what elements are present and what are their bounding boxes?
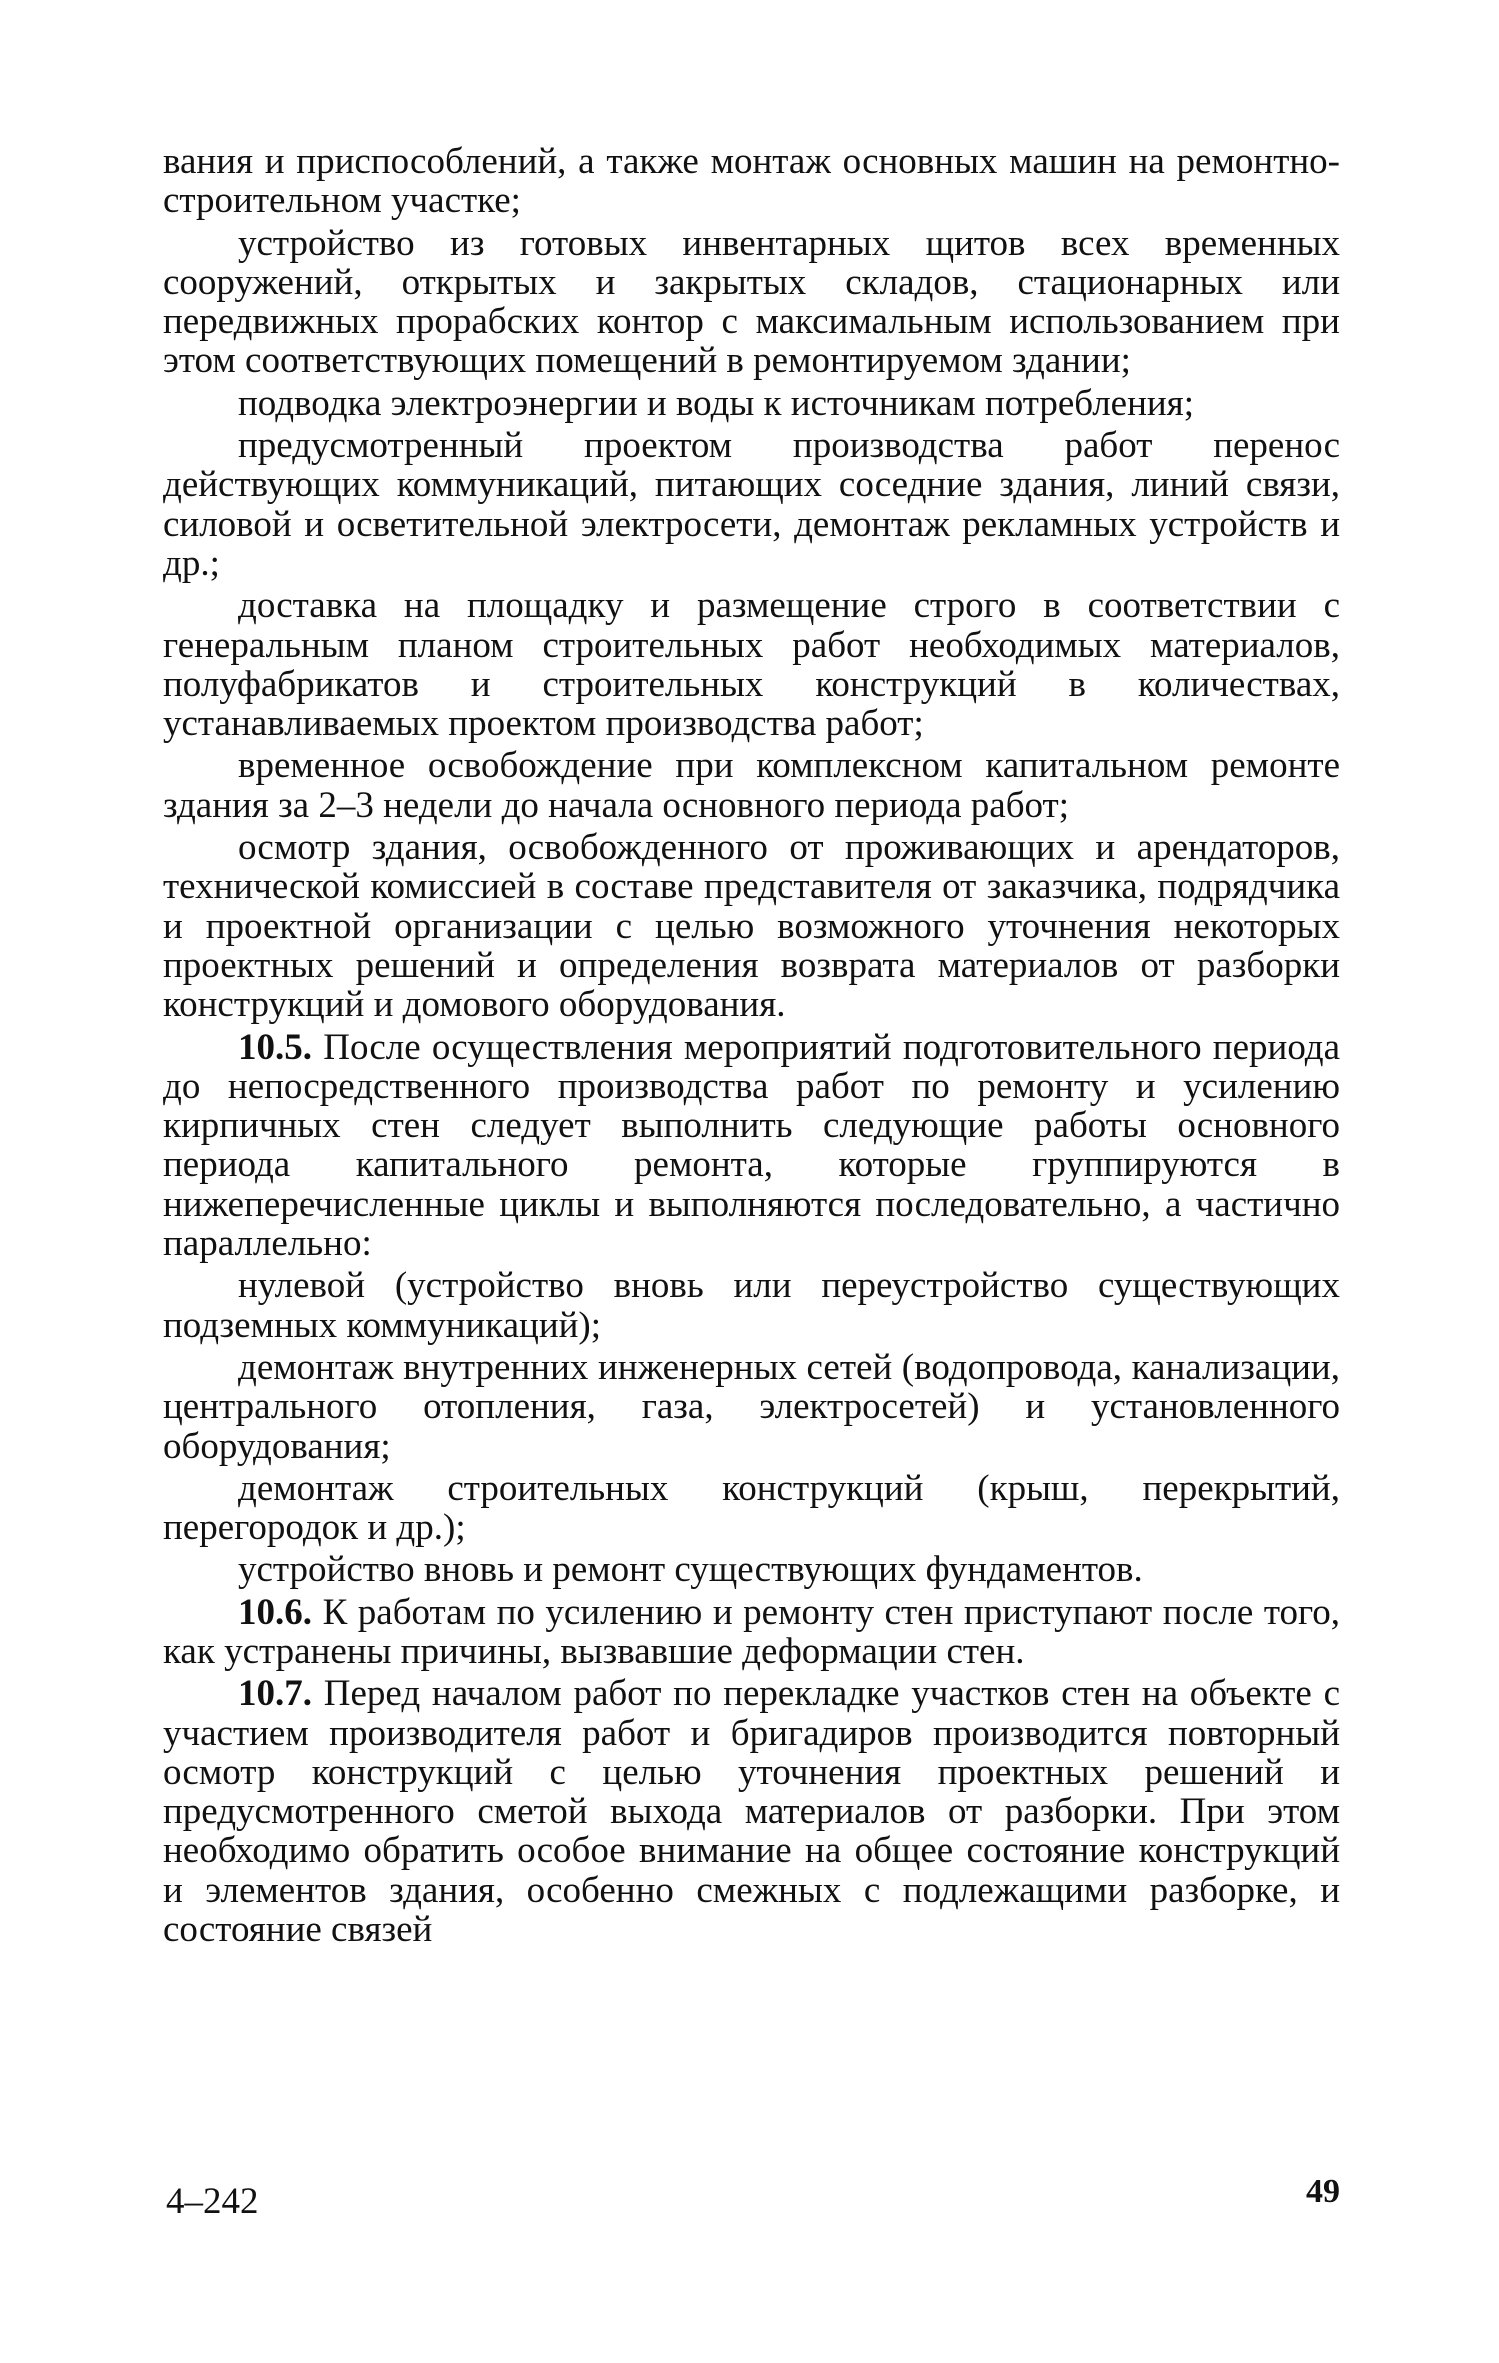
paragraph-10-7: 10.7. Перед началом работ по перекладке участков стен на объекте с участием производителя работ и бригадиров производится повторный осмотр конструкций с целью уточнения проектных решений и предусмотренного сметой выхода материалов от разборки. При этом необходимо обратить особое внимание на общее состояние конструкций и элементов здания, особенно смежных с подлежащими разборке, и состояние связей bbox=[163, 1673, 1341, 1951]
paragraph-10-5: 10.5. После осуществления мероприятий подготовительного периода до непосредственного производства работ по ремонту и усилению кирпичных стен следует выполнить следующие работы основного периода капитального ремонта, которые группируются в нижеперечисленные циклы и выполняются последовательно, а частично параллельно: bbox=[163, 1026, 1340, 1265]
section-number: 10.6. bbox=[238, 1591, 312, 1633]
section-number: 10.5. bbox=[238, 1026, 312, 1068]
paragraph: предусмотренный проектом производства работ перенос действующих коммуникаций, питающих соседние здания, линий связи, силовой и осветительной электросети, демонтаж рекламных устройств и др.; bbox=[163, 425, 1340, 584]
page-number: 49 bbox=[1306, 2173, 1340, 2210]
paragraph: вания и приспособлений, а также монтаж основных машин на ремонтно-строительном участке; bbox=[163, 141, 1340, 222]
paragraph: подводка электроэнергии и воды к источникам потребления; bbox=[238, 382, 1194, 424]
paragraph: временное освобождение при комплексном капитальном ремонте здания за 2–3 недели до начала основного периода работ; bbox=[163, 745, 1340, 826]
body-text bbox=[163, 142, 1340, 1952]
paragraph: нулевой (устройство вновь или переустройство существующих подземных коммуникаций); bbox=[163, 1265, 1340, 1346]
paragraph: демонтаж строительных конструкций (крыш, перекрытий, перегородок и др.); bbox=[163, 1467, 1340, 1549]
paragraph: демонтаж внутренних инженерных сетей (водопровода, канализации, центрального отопления, газа, электросетей) и установленного оборудования; bbox=[163, 1346, 1340, 1467]
paragraph: устройство вновь и ремонт существующих фундаментов. bbox=[238, 1549, 1143, 1591]
paragraph: устройство из готовых инвентарных щитов всех временных сооружений, открытых и закрытых складов, стационарных или передвижных прорабских контор с максимальным использованием при этом соответствующих помещений в ремонтируемом здании; bbox=[163, 222, 1340, 382]
paragraph: доставка на площадку и размещение строго в соответствии с генеральным планом строительных работ необходимых материалов, полуфабрикатов и строительных конструкций в количествах, устанавливаемых проектом производства работ; bbox=[163, 585, 1340, 745]
printer-signature: 4–242 bbox=[166, 2181, 259, 2222]
paragraph: осмотр здания, освобожденного от проживающих и арендаторов, технической комиссией в составе представителя от заказчика, подрядчика и проектной организации с целью возможного уточнения некоторых проектных решений и определения возврата материалов от разборки конструкций и домового оборудования. bbox=[163, 827, 1340, 1026]
paragraph-10-6: 10.6. К работам по усилению и ремонту стен приступают после того, как устранены причины, вызвавшие деформации стен. bbox=[163, 1591, 1341, 1672]
section-number: 10.7. bbox=[238, 1673, 312, 1715]
